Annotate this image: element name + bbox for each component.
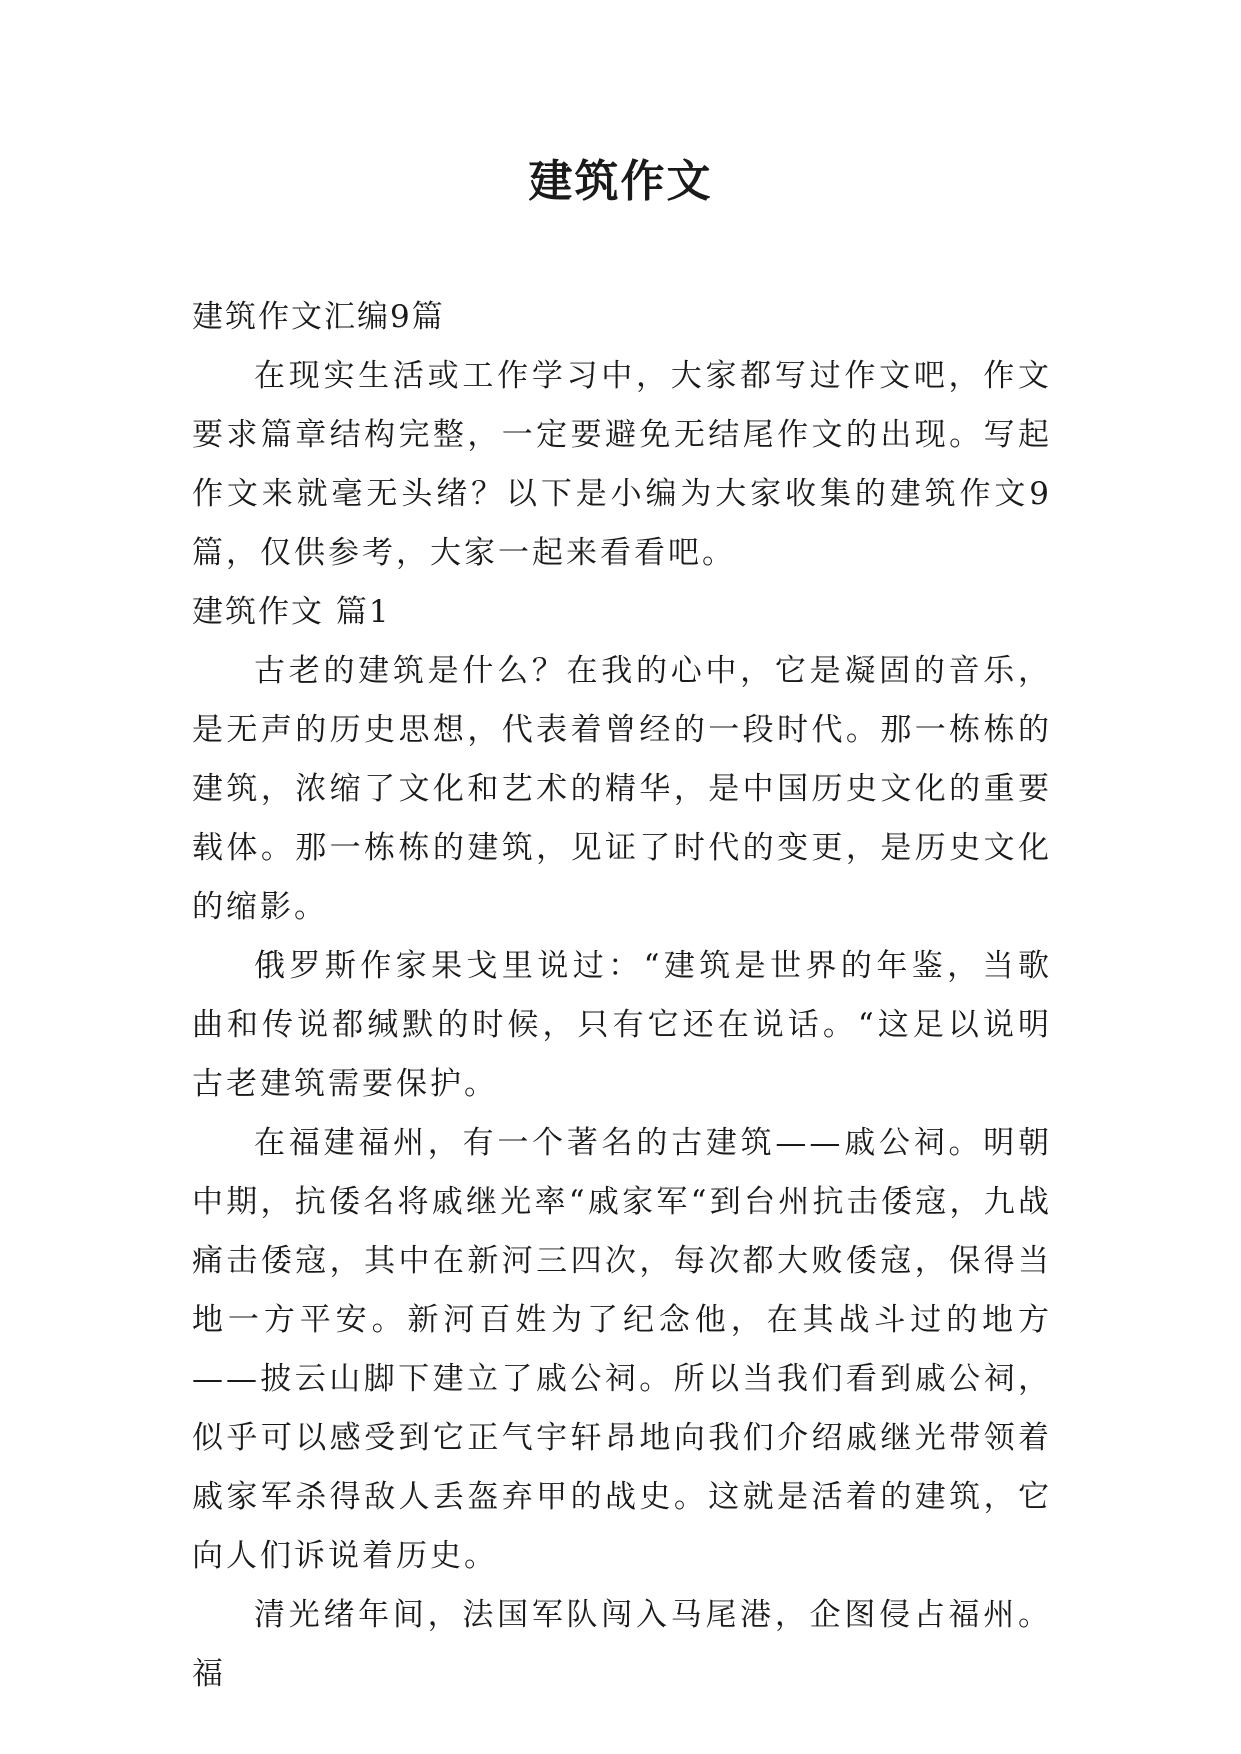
essay-1-paragraph-3: 在福建福州，有一个著名的古建筑——戚公祠。明朝中期，抗倭名将戚继光率“戚家军“到台州抗击倭寇，九战痛击倭寇，其中在新河三四次，每次都大败倭寇，保得当地一方平安。新河百姓为了纪念他，在其战斗过的地方——披云山脚下建立了戚公祠。所以当我们看到戚公祠，似乎可以感受到它正气宇轩昂地向我们介绍戚继光带领着戚家军杀得敌人丢盔弃甲的战史。这就是活着的建筑，它向人们诉说着历史。 [192,1125,1052,1574]
document-title: 建筑作文 [528,156,713,207]
essay-1-paragraph-1: 古老的建筑是什么？在我的心中，它是凝固的音乐，是无声的历史思想，代表着曾经的一段时代。那一栋栋的建筑，浓缩了文化和艺术的精华，是中国历史文化的重要载体。那一栋栋的建筑，见证了时代的变更，是历史文化的缩影。 [192,653,1052,925]
document-body [192,288,1052,1704]
essay-1-paragraph-2: 俄罗斯作家果戈里说过：“建筑是世界的年鉴，当歌曲和传说都缄默的时候，只有它还在说话。“这足以说明古老建筑需要保护。 [192,948,1052,1102]
intro-paragraph: 在现实生活或工作学习中，大家都写过作文吧，作文要求篇章结构完整，一定要避免无结尾作文的出现。写起作文来就毫无头绪？以下是小编为大家收集的建筑作文9篇，仅供参考，大家一起来看看吧。 [192,358,1052,571]
collection-heading: 建筑作文汇编9篇 [192,299,445,335]
essay-1-heading: 建筑作文 篇1 [192,594,391,630]
essay-1-paragraph-4: 清光绪年间，法国军队闯入马尾港，企图侵占福州。福 [192,1597,1052,1692]
